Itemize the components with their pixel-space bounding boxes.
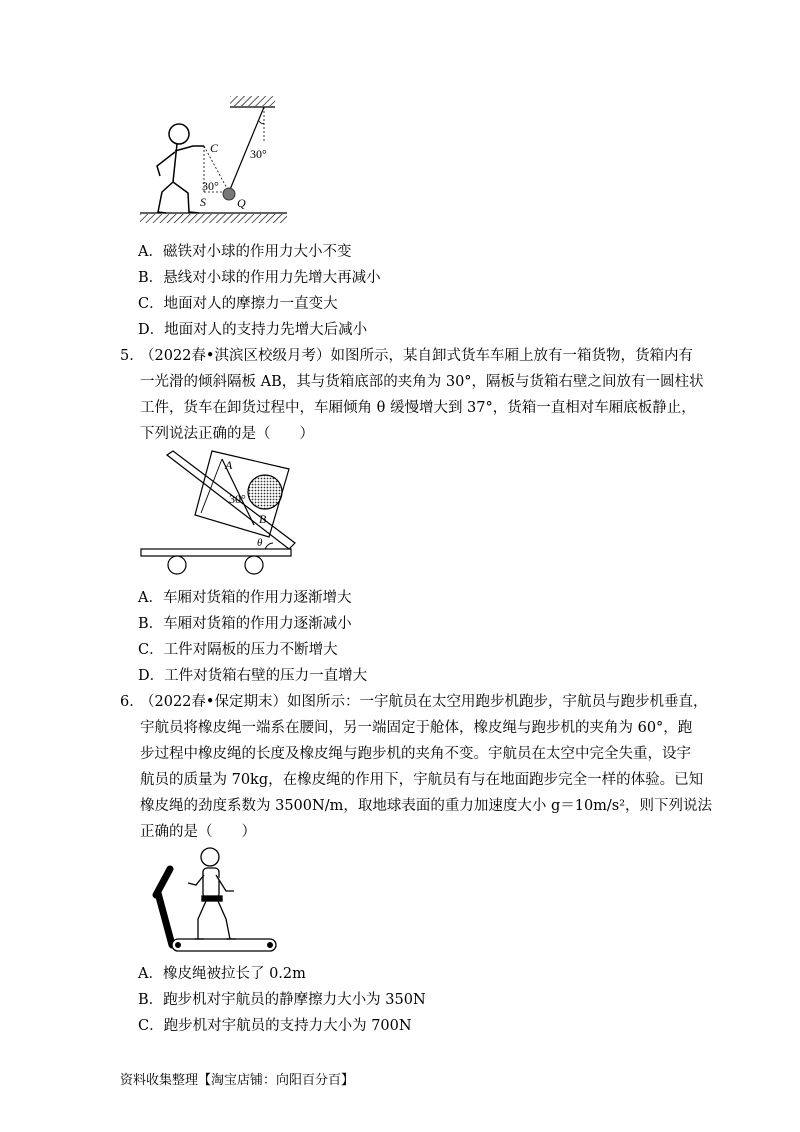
q6-line-1: （2022春•保定期末）如图所示：一宇航员在太空用跑步机跑步，宇航员与跑步机垂直， bbox=[140, 694, 708, 710]
q6-option-b: B．跑步机对宇航员的静摩擦力大小为 350N bbox=[138, 992, 426, 1008]
person-figure bbox=[157, 124, 204, 213]
label-c: C bbox=[210, 141, 219, 155]
figure-treadmill-runner bbox=[140, 845, 290, 960]
q5-number: 5． bbox=[120, 348, 144, 364]
astronaut-runner bbox=[188, 848, 236, 939]
angle-label-30: 30° bbox=[229, 492, 246, 506]
truck-chassis bbox=[141, 549, 291, 556]
q5-line-2: 一光滑的倾斜隔板 AB，其与货箱底部的夹角为 30°，隔板与货箱右壁之间放有一圆柱状 bbox=[140, 374, 704, 390]
ceiling-hatch bbox=[230, 96, 275, 106]
q6-line-6: 正确的是（ ） bbox=[140, 824, 256, 840]
q5-option-a: A．车厢对货箱的作用力逐渐增大 bbox=[138, 590, 352, 606]
label-q: Q bbox=[237, 196, 246, 210]
q6-line-4: 航员的质量为 70kg，在橡皮绳的作用下，宇航员有与在地面跑步完全一样的体验。已知 bbox=[140, 772, 704, 788]
treadmill-belt bbox=[172, 939, 276, 951]
label-a: A bbox=[225, 458, 233, 472]
q6-number: 6． bbox=[120, 694, 144, 710]
q5-option-c: C．工件对隔板的压力不断增大 bbox=[138, 642, 338, 658]
q4-option-b: B．悬线对小球的作用力先增大再减小 bbox=[138, 270, 381, 286]
angle-label-left: 30° bbox=[202, 179, 219, 193]
ball-q bbox=[223, 188, 235, 200]
q5-line-3: 工件，货车在卸货过程中，车厢倾角 θ 缓慢增大到 37°，货箱一直相对车厢底板静止， bbox=[140, 400, 696, 416]
q4-option-c: C．地面对人的摩擦力一直变大 bbox=[138, 296, 338, 312]
figure-dump-truck bbox=[137, 447, 302, 582]
q5-line-4: 下列说法正确的是（ ） bbox=[140, 426, 314, 442]
treadmill-handle-post bbox=[158, 893, 172, 945]
q4-option-a: A．磁铁对小球的作用力大小不变 bbox=[138, 244, 352, 260]
q6-option-c: C．跑步机对宇航员的支持力大小为 700N bbox=[138, 1018, 412, 1034]
q5-line-1: （2022春•淇滨区校级月考）如图所示，某自卸式货车车厢上放有一箱货物，货箱内有 bbox=[140, 348, 693, 364]
q6-line-3: 步过程中橡皮绳的长度及橡皮绳与跑步机的夹角不变。宇航员在太空中完全失重，设宇 bbox=[140, 746, 691, 762]
cylinder-workpiece bbox=[248, 475, 282, 509]
q6-line-2: 宇航员将橡皮绳一端系在腰间，另一端固定于舱体，橡皮绳与跑步机的夹角为 60°，跑 bbox=[140, 720, 693, 736]
figure-person-magnet-ball bbox=[138, 96, 298, 226]
label-b: B bbox=[259, 512, 267, 526]
q5-option-b: B．车厢对货箱的作用力逐渐减小 bbox=[138, 616, 352, 632]
q5-option-d: D．工件对货箱右壁的压力一直增大 bbox=[138, 668, 368, 684]
q6-line-5: 橡皮绳的劲度系数为 3500N/m，取地球表面的重力加速度大小 g＝10m/s²，则下列说法 bbox=[140, 798, 713, 814]
angle-label-right: 30° bbox=[250, 147, 267, 161]
label-s: S bbox=[200, 195, 206, 209]
treadmill-handle-bar bbox=[156, 869, 170, 895]
theta-label: θ bbox=[257, 537, 263, 549]
truck-wheel-rear bbox=[168, 556, 186, 574]
footer-source: 资料收集整理【淘宝店铺：向阳百分百】 bbox=[120, 1073, 355, 1088]
q4-option-d: D．地面对人的支持力先增大后减小 bbox=[138, 322, 368, 338]
truck-wheel-front bbox=[245, 556, 263, 574]
ground-hatch bbox=[140, 214, 287, 223]
q6-option-a: A．橡皮绳被拉长了 0.2m bbox=[138, 966, 306, 982]
